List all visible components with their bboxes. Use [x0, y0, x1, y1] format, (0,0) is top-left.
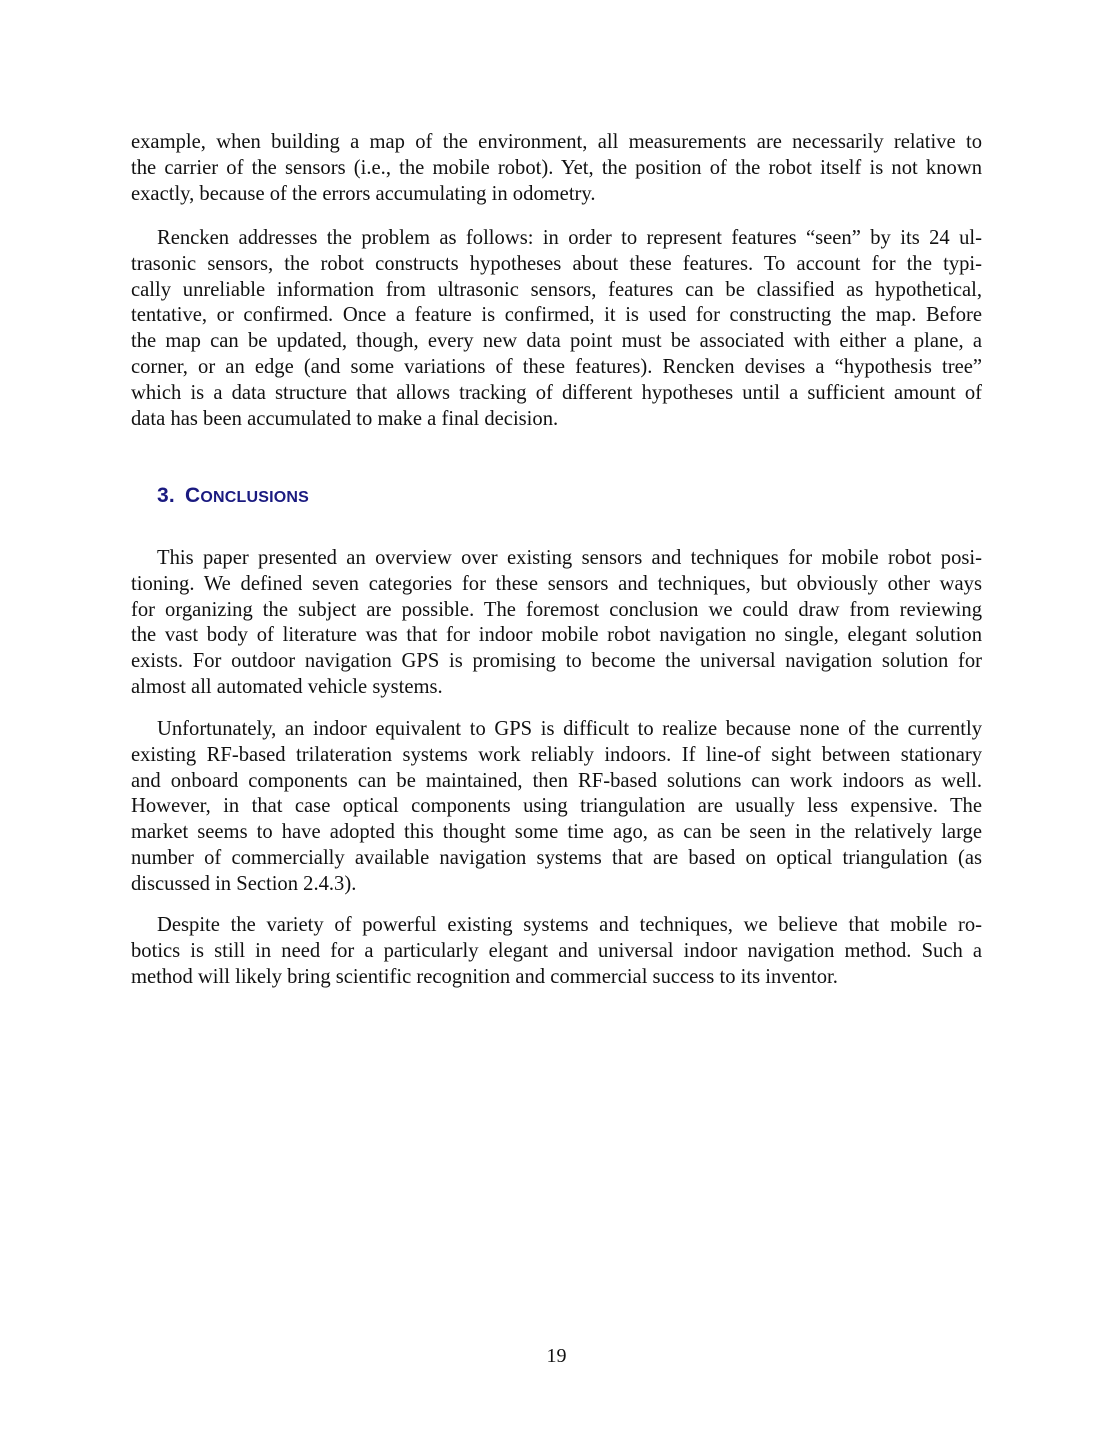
text-line: the map can be updated, though, every new data point must be associated with either a plane, a	[131, 330, 982, 353]
text-line: discussed in Section 2.4.3).	[131, 872, 357, 895]
text-line: example, when building a map of the environment, all measurements are necessarily relative to	[131, 131, 982, 153]
text-line: existing RF-based trilateration systems work reliably indoors. If line-of sight between stationary	[131, 743, 982, 766]
page-number: 19	[546, 1345, 567, 1367]
section-title-initial: C	[184, 484, 201, 507]
text-line: corner, or an edge (and some variations of these features). Rencken devises a “hypothesis tree”	[131, 355, 982, 378]
section-heading-conclusions	[157, 484, 309, 508]
text-line: exists. For outdoor navigation GPS is promising to become the universal navigation solution for	[131, 650, 982, 673]
text-line: for organizing the subject are possible. The foremost conclusion we could draw from reviewing	[131, 598, 982, 621]
text-line: number of commercially available navigation systems that are based on optical triangulation (as	[131, 846, 982, 869]
text-line: cally unreliable information from ultrasonic sensors, features can be classified as hypothetical,	[131, 278, 982, 301]
text-line: tioning. We defined seven categories for these sensors and techniques, but obviously other ways	[131, 572, 982, 595]
paragraph-conclusions-overview	[131, 546, 982, 701]
text-line: the carrier of the sensors (i.e., the mobile robot). Yet, the position of the robot itself is not known	[131, 156, 982, 179]
section-number: 3.	[157, 484, 175, 507]
text-line: botics is still in need for a particularly elegant and universal indoor navigation method. Such a	[131, 939, 982, 962]
text-line: This paper presented an overview over existing sensors and techniques for mobile robot posi-	[157, 547, 982, 569]
paragraph-conclusions-outlook	[131, 913, 982, 990]
text-line: which is a data structure that allows tracking of different hypotheses until a sufficient amount of	[131, 381, 982, 404]
text-line: market seems to have adopted this thought some time ago, as can be seen in the relatively large	[131, 821, 982, 844]
text-line: Unfortunately, an indoor equivalent to GPS is difficult to realize because none of the currently	[157, 718, 982, 740]
text-line: exactly, because of the errors accumulating in odometry.	[131, 182, 596, 205]
paragraph-intro-continuation	[131, 130, 982, 207]
paragraph-conclusions-indoor-gps	[131, 717, 982, 898]
text-line: Rencken addresses the problem as follows: in order to represent features “seen” by its 24 ul-	[157, 227, 982, 249]
text-line: However, in that case optical components using triangulation are usually less expensive. The	[131, 795, 982, 818]
text-line: Despite the variety of powerful existing systems and techniques, we believe that mobile ro-	[157, 914, 982, 936]
text-line: the vast body of literature was that for indoor mobile robot navigation no single, elegant solution	[131, 624, 982, 647]
text-line: and onboard components can be maintained, then RF-based solutions can work indoors as well.	[131, 769, 982, 792]
text-line: tentative, or confirmed. Once a feature is confirmed, it is used for constructing the map. Before	[131, 304, 982, 327]
paragraph-rencken	[131, 226, 982, 432]
section-title-rest: ONCLUSIONS	[200, 489, 310, 506]
text-line: trasonic sensors, the robot constructs hypotheses about these features. To account for the typi-	[131, 252, 982, 275]
text-line: data has been accumulated to make a final decision.	[131, 407, 559, 430]
text-line: almost all automated vehicle systems.	[131, 675, 443, 698]
text-line: method will likely bring scientific recognition and commercial success to its inventor.	[131, 965, 838, 988]
